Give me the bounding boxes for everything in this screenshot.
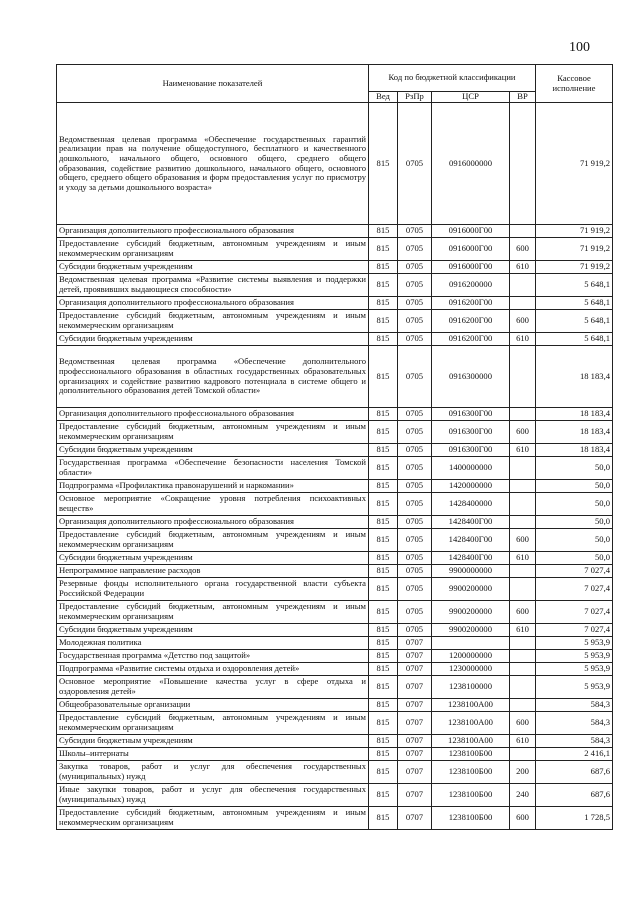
cell-vr: 200 <box>510 761 536 784</box>
cell-csr: 1420000000 <box>432 480 510 493</box>
cell-rzpr: 0705 <box>398 624 432 637</box>
cell-rzpr: 0705 <box>398 346 432 408</box>
cell-name: Школы–интернаты <box>57 748 369 761</box>
table-row <box>57 457 613 480</box>
cell-csr: 1238100000 <box>432 676 510 699</box>
table-row <box>57 297 613 310</box>
cell-sum: 584,3 <box>536 699 613 712</box>
cell-name: Предоставление субсидий бюджетным, автономным учреждениям и иным некоммерческим организациям <box>57 807 369 830</box>
table-row <box>57 663 613 676</box>
cell-rzpr: 0705 <box>398 310 432 333</box>
table-row <box>57 238 613 261</box>
cell-ved: 815 <box>369 601 398 624</box>
cell-csr: 1428400000 <box>432 493 510 516</box>
header-cash: Кассовое исполнение <box>536 65 613 103</box>
table-row <box>57 784 613 807</box>
cell-ved: 815 <box>369 480 398 493</box>
cell-sum: 2 416,1 <box>536 748 613 761</box>
cell-ved: 815 <box>369 650 398 663</box>
cell-name: Субсидии бюджетным учреждениям <box>57 735 369 748</box>
table-row <box>57 807 613 830</box>
cell-name: Закупка товаров, работ и услуг для обеспечения государственных (муниципальных) нужд <box>57 761 369 784</box>
cell-sum: 687,6 <box>536 784 613 807</box>
cell-ved: 815 <box>369 761 398 784</box>
cell-name: Непрограммное направление расходов <box>57 565 369 578</box>
table-row <box>57 637 613 650</box>
cell-csr: 1200000000 <box>432 650 510 663</box>
header-ved: Вед <box>369 92 398 103</box>
cell-vr: 600 <box>510 529 536 552</box>
cell-ved: 815 <box>369 421 398 444</box>
table-row <box>57 601 613 624</box>
cell-name: Организация дополнительного профессионального образования <box>57 408 369 421</box>
cell-vr <box>510 676 536 699</box>
cell-rzpr: 0707 <box>398 735 432 748</box>
table-row <box>57 529 613 552</box>
cell-csr: 0916300Г00 <box>432 408 510 421</box>
cell-sum: 5 648,1 <box>536 274 613 297</box>
cell-csr: 1428400Г00 <box>432 529 510 552</box>
cell-sum: 7 027,4 <box>536 578 613 601</box>
cell-name: Государственная программа «Обеспечение безопасности населения Томской области» <box>57 457 369 480</box>
cell-rzpr: 0705 <box>398 578 432 601</box>
table-row <box>57 650 613 663</box>
cell-name: Основное мероприятие «Сокращение уровня потребления психоактивных веществ» <box>57 493 369 516</box>
cell-rzpr: 0707 <box>398 676 432 699</box>
cell-sum: 50,0 <box>536 529 613 552</box>
cell-ved: 815 <box>369 712 398 735</box>
cell-vr <box>510 699 536 712</box>
cell-vr <box>510 493 536 516</box>
table-row <box>57 333 613 346</box>
table-row <box>57 735 613 748</box>
cell-ved: 815 <box>369 699 398 712</box>
cell-vr <box>510 650 536 663</box>
cell-sum: 50,0 <box>536 552 613 565</box>
cell-vr <box>510 408 536 421</box>
table-row <box>57 103 613 225</box>
cell-name: Ведомственная целевая программа «Обеспечение дополнительного профессионального образования в областных государственных образовательных организациях и содействие развитию кадрового потенциала в системе общего и дополнительного образования детей Томской области» <box>57 346 369 408</box>
table-row <box>57 493 613 516</box>
cell-rzpr: 0705 <box>398 457 432 480</box>
cell-ved: 815 <box>369 637 398 650</box>
cell-rzpr: 0707 <box>398 807 432 830</box>
cell-name: Предоставление субсидий бюджетным, автономным учреждениям и иным некоммерческим организациям <box>57 712 369 735</box>
cell-vr <box>510 274 536 297</box>
table-row <box>57 310 613 333</box>
cell-vr: 600 <box>510 238 536 261</box>
table-row <box>57 565 613 578</box>
table-row <box>57 699 613 712</box>
cell-ved: 815 <box>369 624 398 637</box>
cell-sum: 7 027,4 <box>536 565 613 578</box>
cell-name: Резервные фонды исполнительного органа государственной власти субъекта Российской Федерации <box>57 578 369 601</box>
cell-name: Предоставление субсидий бюджетным, автономным учреждениям и иным некоммерческим организациям <box>57 238 369 261</box>
cell-sum: 5 953,9 <box>536 650 613 663</box>
cell-csr: 0916300Г00 <box>432 444 510 457</box>
cell-vr <box>510 516 536 529</box>
cell-sum: 5 648,1 <box>536 333 613 346</box>
header-code-group: Код по бюджетной классификации <box>369 65 536 92</box>
cell-sum: 5 953,9 <box>536 637 613 650</box>
cell-csr: 1428400Г00 <box>432 552 510 565</box>
table-row <box>57 552 613 565</box>
cell-rzpr: 0707 <box>398 699 432 712</box>
cell-rzpr: 0707 <box>398 650 432 663</box>
cell-rzpr: 0705 <box>398 480 432 493</box>
cell-rzpr: 0705 <box>398 493 432 516</box>
cell-name: Иные закупки товаров, работ и услуг для обеспечения государственных (муниципальных) нужд <box>57 784 369 807</box>
cell-csr: 0916300000 <box>432 346 510 408</box>
cell-name: Общеобразовательные организации <box>57 699 369 712</box>
cell-csr: 1238100Б00 <box>432 807 510 830</box>
cell-ved: 815 <box>369 529 398 552</box>
cell-vr: 610 <box>510 624 536 637</box>
cell-ved: 815 <box>369 346 398 408</box>
cell-rzpr: 0705 <box>398 421 432 444</box>
cell-rzpr: 0705 <box>398 552 432 565</box>
cell-sum: 5 648,1 <box>536 297 613 310</box>
cell-csr: 1400000000 <box>432 457 510 480</box>
cell-sum: 71 919,2 <box>536 238 613 261</box>
table-row <box>57 676 613 699</box>
table-row <box>57 624 613 637</box>
cell-csr: 0916000Г00 <box>432 225 510 238</box>
cell-vr <box>510 637 536 650</box>
cell-name: Подпрограмма «Развитие системы отдыха и оздоровления детей» <box>57 663 369 676</box>
cell-csr: 1238100А00 <box>432 699 510 712</box>
budget-table <box>56 64 613 830</box>
table-row <box>57 225 613 238</box>
cell-ved: 815 <box>369 493 398 516</box>
cell-ved: 815 <box>369 444 398 457</box>
cell-sum: 5 648,1 <box>536 310 613 333</box>
cell-sum: 50,0 <box>536 480 613 493</box>
table-row <box>57 761 613 784</box>
cell-rzpr: 0705 <box>398 225 432 238</box>
cell-rzpr: 0705 <box>398 238 432 261</box>
header-rzpr: РзПр <box>398 92 432 103</box>
cell-vr <box>510 225 536 238</box>
table-row <box>57 578 613 601</box>
cell-rzpr: 0705 <box>398 601 432 624</box>
cell-ved: 815 <box>369 297 398 310</box>
cell-vr <box>510 663 536 676</box>
cell-sum: 71 919,2 <box>536 225 613 238</box>
header-name: Наименование показателей <box>57 65 369 103</box>
cell-ved: 815 <box>369 784 398 807</box>
cell-rzpr: 0705 <box>398 297 432 310</box>
cell-name: Субсидии бюджетным учреждениям <box>57 261 369 274</box>
cell-rzpr: 0705 <box>398 333 432 346</box>
cell-sum: 18 183,4 <box>536 421 613 444</box>
table-row <box>57 346 613 408</box>
table-row <box>57 408 613 421</box>
cell-name: Подпрограмма «Профилактика правонарушений и наркомании» <box>57 480 369 493</box>
cell-name: Ведомственная целевая программа «Развитие системы выявления и поддержки детей, проявивших выдающиеся способности» <box>57 274 369 297</box>
cell-sum: 18 183,4 <box>536 346 613 408</box>
cell-ved: 815 <box>369 676 398 699</box>
cell-ved: 815 <box>369 225 398 238</box>
cell-csr: 9900200000 <box>432 624 510 637</box>
table-row <box>57 421 613 444</box>
cell-vr <box>510 748 536 761</box>
cell-rzpr: 0705 <box>398 408 432 421</box>
cell-name: Предоставление субсидий бюджетным, автономным учреждениям и иным некоммерческим организациям <box>57 601 369 624</box>
cell-ved: 815 <box>369 408 398 421</box>
cell-sum: 5 953,9 <box>536 663 613 676</box>
cell-ved: 815 <box>369 333 398 346</box>
cell-csr: 1238100А00 <box>432 712 510 735</box>
cell-name: Основное мероприятие «Повышение качества услуг в сфере отдыха и оздоровления детей» <box>57 676 369 699</box>
cell-name: Организация дополнительного профессионального образования <box>57 225 369 238</box>
cell-rzpr: 0705 <box>398 261 432 274</box>
cell-ved: 815 <box>369 261 398 274</box>
cell-name: Субсидии бюджетным учреждениям <box>57 624 369 637</box>
cell-rzpr: 0707 <box>398 663 432 676</box>
cell-csr: 9900000000 <box>432 565 510 578</box>
cell-csr: 1428400Г00 <box>432 516 510 529</box>
cell-sum: 50,0 <box>536 516 613 529</box>
cell-ved: 815 <box>369 735 398 748</box>
cell-csr: 0916200000 <box>432 274 510 297</box>
cell-vr: 600 <box>510 421 536 444</box>
cell-vr: 600 <box>510 807 536 830</box>
cell-csr: 0916200Г00 <box>432 297 510 310</box>
cell-ved: 815 <box>369 516 398 529</box>
cell-rzpr: 0707 <box>398 748 432 761</box>
cell-rzpr: 0705 <box>398 103 432 225</box>
cell-name: Организация дополнительного профессионального образования <box>57 516 369 529</box>
cell-csr: 0916000Г00 <box>432 238 510 261</box>
cell-ved: 815 <box>369 552 398 565</box>
table-row <box>57 261 613 274</box>
cell-ved: 815 <box>369 565 398 578</box>
cell-sum: 1 728,5 <box>536 807 613 830</box>
cell-sum: 71 919,2 <box>536 103 613 225</box>
cell-csr: 1238100Б00 <box>432 761 510 784</box>
cell-vr: 600 <box>510 712 536 735</box>
table-body <box>57 103 613 830</box>
cell-ved: 815 <box>369 103 398 225</box>
cell-sum: 71 919,2 <box>536 261 613 274</box>
cell-csr: 0916000000 <box>432 103 510 225</box>
cell-vr <box>510 480 536 493</box>
cell-sum: 687,6 <box>536 761 613 784</box>
cell-rzpr: 0705 <box>398 565 432 578</box>
cell-rzpr: 0707 <box>398 637 432 650</box>
cell-sum: 7 027,4 <box>536 601 613 624</box>
cell-vr <box>510 565 536 578</box>
table-row <box>57 444 613 457</box>
header-csr: ЦСР <box>432 92 510 103</box>
cell-csr: 9900200000 <box>432 578 510 601</box>
cell-sum: 584,3 <box>536 712 613 735</box>
cell-sum: 50,0 <box>536 457 613 480</box>
cell-ved: 815 <box>369 578 398 601</box>
cell-name: Субсидии бюджетным учреждениям <box>57 444 369 457</box>
cell-csr: 1230000000 <box>432 663 510 676</box>
cell-ved: 815 <box>369 274 398 297</box>
cell-name: Субсидии бюджетным учреждениям <box>57 333 369 346</box>
cell-sum: 7 027,4 <box>536 624 613 637</box>
cell-csr: 0916000Г00 <box>432 261 510 274</box>
table-row <box>57 516 613 529</box>
table-row <box>57 274 613 297</box>
cell-vr <box>510 103 536 225</box>
cell-ved: 815 <box>369 807 398 830</box>
cell-sum: 18 183,4 <box>536 444 613 457</box>
cell-ved: 815 <box>369 748 398 761</box>
cell-ved: 815 <box>369 663 398 676</box>
cell-sum: 50,0 <box>536 493 613 516</box>
cell-vr <box>510 346 536 408</box>
cell-csr: 1238100Б00 <box>432 748 510 761</box>
cell-csr <box>432 637 510 650</box>
header-vr: ВР <box>510 92 536 103</box>
cell-name: Предоставление субсидий бюджетным, автономным учреждениям и иным некоммерческим организациям <box>57 421 369 444</box>
cell-vr <box>510 297 536 310</box>
cell-vr: 600 <box>510 601 536 624</box>
cell-ved: 815 <box>369 310 398 333</box>
cell-vr: 610 <box>510 333 536 346</box>
cell-csr: 1238100А00 <box>432 735 510 748</box>
cell-sum: 5 953,9 <box>536 676 613 699</box>
cell-csr: 0916300Г00 <box>432 421 510 444</box>
cell-ved: 815 <box>369 457 398 480</box>
table-row <box>57 712 613 735</box>
table-row <box>57 480 613 493</box>
cell-vr: 610 <box>510 261 536 274</box>
cell-sum: 18 183,4 <box>536 408 613 421</box>
cell-name: Предоставление субсидий бюджетным, автономным учреждениям и иным некоммерческим организациям <box>57 529 369 552</box>
cell-vr: 610 <box>510 552 536 565</box>
cell-vr: 600 <box>510 310 536 333</box>
cell-csr: 0916200Г00 <box>432 310 510 333</box>
cell-rzpr: 0707 <box>398 784 432 807</box>
cell-vr: 610 <box>510 735 536 748</box>
cell-rzpr: 0705 <box>398 444 432 457</box>
cell-sum: 584,3 <box>536 735 613 748</box>
cell-name: Государственная программа «Детство под защитой» <box>57 650 369 663</box>
cell-vr: 240 <box>510 784 536 807</box>
cell-rzpr: 0705 <box>398 529 432 552</box>
cell-rzpr: 0705 <box>398 274 432 297</box>
cell-csr: 0916200Г00 <box>432 333 510 346</box>
cell-csr: 1238100Б00 <box>432 784 510 807</box>
cell-rzpr: 0705 <box>398 516 432 529</box>
cell-rzpr: 0707 <box>398 712 432 735</box>
page-number: 100 <box>569 40 590 55</box>
table-row <box>57 748 613 761</box>
cell-ved: 815 <box>369 238 398 261</box>
cell-name: Предоставление субсидий бюджетным, автономным учреждениям и иным некоммерческим организациям <box>57 310 369 333</box>
cell-name: Субсидии бюджетным учреждениям <box>57 552 369 565</box>
cell-csr: 9900200000 <box>432 601 510 624</box>
cell-vr <box>510 578 536 601</box>
cell-rzpr: 0707 <box>398 761 432 784</box>
cell-name: Организация дополнительного профессионального образования <box>57 297 369 310</box>
cell-name: Молодежная политика <box>57 637 369 650</box>
cell-vr <box>510 457 536 480</box>
cell-vr: 610 <box>510 444 536 457</box>
cell-name: Ведомственная целевая программа «Обеспечение государственных гарантий реализации прав на получение общедоступного, бесплатного и качественного дошкольного, начального общего, основного общего, среднего общего образования, содействие развитию дошкольного, начального общего, основного общего, среднего общего образования и форм предоставления услуг по присмотру и уходу за детьми дошкольного возраста» <box>57 103 369 225</box>
